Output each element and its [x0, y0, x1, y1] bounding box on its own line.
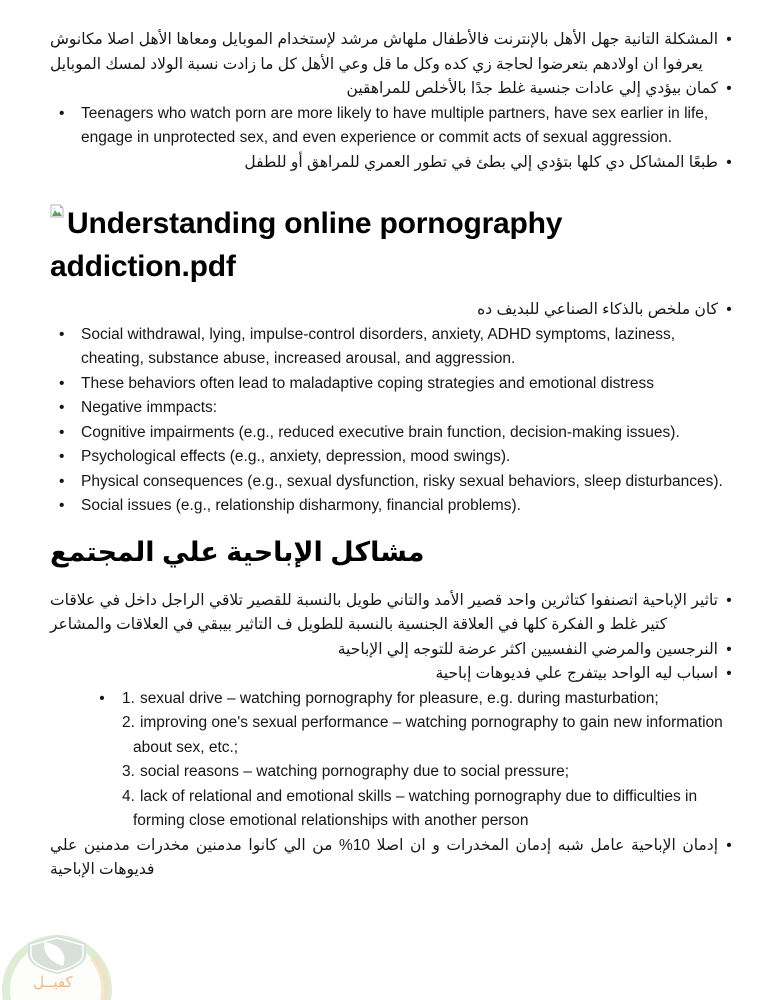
list-item	[50, 372, 740, 397]
list-item	[50, 102, 740, 151]
numbered-item	[122, 687, 740, 712]
negative-impacts-list	[50, 421, 740, 519]
bullet-icon: •	[99, 689, 105, 707]
list-item-text: كان ملخص بالذكاء الصناعي للبديف ده	[477, 301, 718, 318]
watermark-brand-text: كفيــل	[33, 973, 73, 991]
bullet-icon: •	[59, 423, 65, 441]
list-item	[50, 470, 740, 495]
page-title	[50, 187, 740, 288]
item-number: 2.	[122, 714, 135, 731]
bullet-icon: •	[59, 374, 65, 392]
numbered-item	[122, 711, 740, 760]
bullet-icon: •	[59, 497, 65, 514]
numbered-item-text: social reasons – watching pornography due to social pressure;	[139, 763, 570, 780]
list-item-text: النرجسين والمرضي النفسيين اكثر عرضة للتوجه إلي الإباحية	[337, 640, 718, 658]
pdf-summary-list	[50, 298, 740, 421]
numbered-item	[122, 760, 740, 785]
list-item	[50, 77, 740, 102]
watermark-logo-graphic	[0, 933, 114, 1000]
list-item-text: These behaviors often lead to maladaptive coping strategies and emotional distress	[81, 374, 654, 392]
bullet-icon: •	[726, 836, 732, 854]
section-heading-society: مشاكل الإباحية علي المجتمع	[50, 536, 425, 567]
list-item	[50, 421, 740, 446]
document-content	[50, 28, 740, 883]
intro-list	[50, 28, 740, 175]
list-item-text: إدمان الإباحية عامل شبه إدمان المخدرات و ان اصلا 10% من الي كانوا مدمنين مخدرات مدمنين علي فديوهات الإباحية	[50, 836, 719, 878]
list-item	[50, 494, 740, 519]
list-item-text: كمان بيؤدي إلي عادات جنسية غلط جدًا بالأخلص للمراهقين	[346, 80, 718, 97]
list-item-text: المشكلة التانية جهل الأهل بالإنترنت فالأطفال ملهاش مرشد لإستخدام الموبايل ومعاها الأهل اصلا مكانوش يعرفوا ان اولادهم بتعرضوا لحاجة زي كده وكل ما قل وعي الأهل كل ما زادت نسبة الولاد لمسك الموبايل	[50, 31, 718, 73]
list-item-text: تاثير الإباحية اتصنفوا كتاثرين واحد قصير الأمد والتاني طويل بالنسبة للقصير تلاقي الراجل داخل في علاقات كتير غلط و الفكرة كلها في العلاقة الجنسية بالنسبة للطويل ف التاثير بيبقي في العلاقات والمشاعر	[50, 591, 718, 633]
bullet-icon: •	[726, 591, 732, 609]
item-number: 4.	[122, 787, 135, 805]
list-item	[50, 396, 740, 421]
list-item	[50, 662, 740, 687]
list-item-text: Social issues (e.g., relationship disharmony, financial problems).	[81, 497, 521, 514]
bullet-icon: •	[59, 325, 65, 343]
list-item-text: اسباب ليه الواحد بيتفرج علي فديوهات إباحية	[435, 665, 718, 682]
bullet-icon: •	[726, 665, 732, 682]
broken-image-icon	[50, 187, 64, 201]
bullet-icon: •	[59, 399, 65, 416]
list-item	[50, 445, 740, 470]
reasons-numbered-list	[81, 687, 740, 834]
list-item-text: Cognitive impairments (e.g., reduced executive brain function, decision-making issues).	[81, 423, 680, 441]
numbered-item	[122, 785, 740, 834]
bullet-icon: •	[59, 448, 65, 465]
list-item-text: طبعًا المشاكل دي كلها بتؤدي إلي بطئ في تطور العمري للمراهق أو للطفل	[244, 153, 718, 171]
list-item-text: Teenagers who watch porn are more likely to have multiple partners, have sex earlier in life, engage in unprotected sex, and even experience or commit acts of sexual aggression.	[81, 104, 709, 146]
list-item	[50, 323, 740, 372]
society-list	[50, 589, 740, 687]
list-item	[50, 834, 740, 883]
numbered-item-text: sexual drive – watching pornography for pleasure, e.g. during masturbation;	[139, 689, 659, 707]
list-item	[50, 589, 740, 638]
numbered-item-text: improving one's sexual performance – watching pornography to gain new information about sex, etc.;	[133, 714, 723, 756]
bullet-icon: •	[726, 31, 732, 48]
bullet-icon: •	[726, 153, 732, 171]
page-title-text: Understanding online pornography addiction.pdf	[50, 207, 563, 283]
list-item	[50, 638, 740, 663]
list-item	[50, 151, 740, 176]
bullet-icon: •	[726, 80, 732, 97]
bullet-icon: •	[59, 472, 65, 490]
addiction-list	[50, 834, 740, 883]
bullet-icon: •	[726, 640, 732, 658]
item-number: 1.	[122, 689, 135, 707]
list-item-text: Psychological effects (e.g., anxiety, depression, mood swings).	[81, 448, 511, 465]
bullet-icon: •	[59, 104, 65, 122]
list-item-text: Negative immpacts:	[81, 399, 218, 416]
bullet-icon: •	[726, 301, 732, 318]
kafeel-watermark	[0, 933, 114, 1000]
list-item-text: Social withdrawal, lying, impulse-control disorders, anxiety, ADHD symptoms, laziness, cheating, substance abuse, increased arousal, and aggression.	[81, 325, 676, 367]
numbered-item-text: lack of relational and emotional skills – watching pornography due to difficulties in forming close emotional relationships with another person	[133, 787, 698, 829]
list-item	[50, 28, 740, 77]
list-item-text: Physical consequences (e.g., sexual dysfunction, risky sexual behaviors, sleep disturbances).	[81, 472, 723, 490]
item-number: 3.	[122, 763, 135, 780]
list-item	[50, 298, 740, 323]
